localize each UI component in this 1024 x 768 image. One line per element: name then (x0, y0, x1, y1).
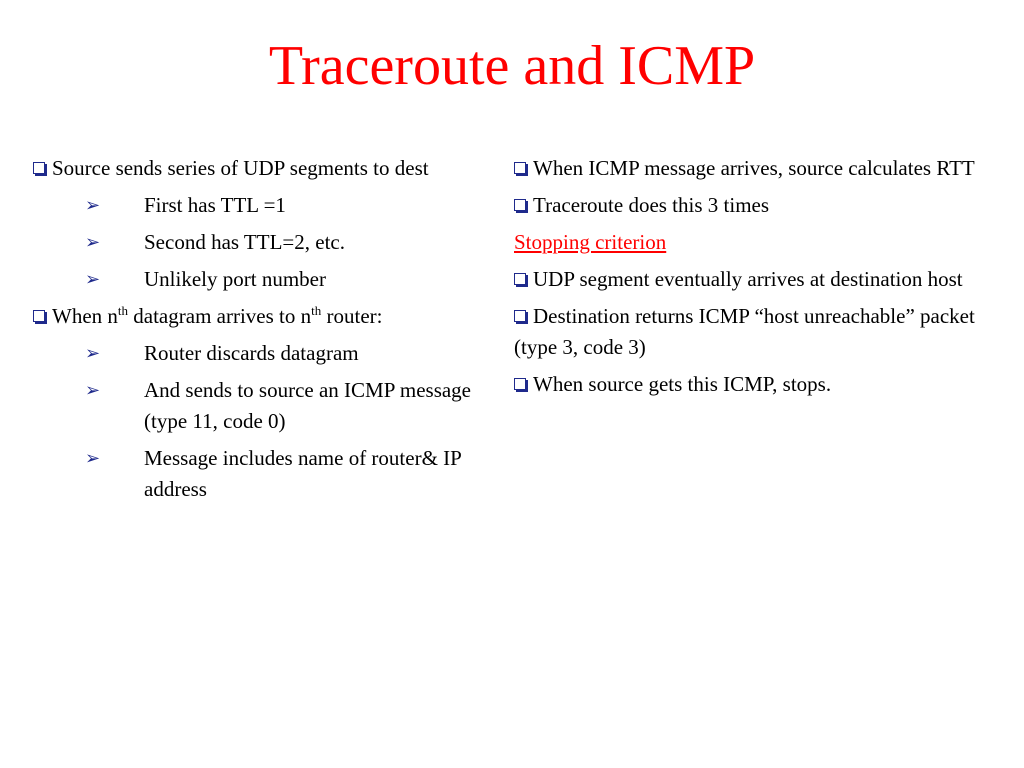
checkbox-bullet-icon (33, 162, 45, 174)
arrow-bullet-icon: ➢ (85, 232, 101, 253)
superscript-th: th (117, 303, 129, 318)
bullet-host-unreachable (514, 301, 994, 363)
bullet-text: Source sends series of UDP segments to dest (52, 156, 429, 180)
bullet-text-part: datagram arrives to n (128, 304, 312, 328)
sub-bullet-router-name (33, 443, 513, 505)
bullet-three-times (514, 190, 994, 221)
sub-bullet-text: Second has TTL=2, etc. (144, 230, 345, 254)
sub-bullet-text: Message includes name of router& IP address (144, 446, 462, 501)
sub-bullet-ttl2 (33, 227, 513, 258)
arrow-bullet-icon: ➢ (85, 380, 101, 401)
bullet-text-part: router: (321, 304, 383, 328)
arrow-bullet-icon: ➢ (85, 343, 101, 364)
sub-bullet-text: Router discards datagram (144, 341, 359, 365)
bullet-text-part: When n (52, 304, 118, 328)
bullet-nth-datagram (33, 301, 513, 332)
checkbox-bullet-icon (514, 378, 526, 390)
sub-bullet-ttl1 (33, 190, 513, 221)
right-column (514, 153, 994, 406)
bullet-text: Traceroute does this 3 times (533, 193, 770, 217)
bullet-udp-arrives (514, 264, 994, 295)
checkbox-bullet-icon (514, 162, 526, 174)
bullet-text: UDP segment eventually arrives at destination host (533, 267, 963, 291)
stopping-criterion-heading: Stopping criterion (514, 230, 667, 254)
bullet-text: When ICMP message arrives, source calculates RTT (533, 156, 975, 180)
bullet-icmp-arrives (514, 153, 994, 184)
checkbox-bullet-icon (514, 199, 526, 211)
sub-bullet-text: First has TTL =1 (144, 193, 286, 217)
sub-bullet-text: And sends to source an ICMP message (type 11, code 0) (144, 378, 472, 433)
sub-bullet-icmp-message (33, 375, 513, 437)
arrow-bullet-icon: ➢ (85, 269, 101, 290)
checkbox-bullet-icon (514, 273, 526, 285)
left-column (33, 153, 513, 511)
bullet-text: Destination returns ICMP “host unreachable” packet (type 3, code 3) (514, 304, 975, 359)
bullet-source-sends (33, 153, 513, 184)
sub-bullet-text: Unlikely port number (144, 267, 326, 291)
arrow-bullet-icon: ➢ (85, 448, 101, 469)
checkbox-bullet-icon (33, 310, 45, 322)
bullet-source-stops (514, 369, 994, 400)
arrow-bullet-icon: ➢ (85, 195, 101, 216)
sub-bullet-port (33, 264, 513, 295)
checkbox-bullet-icon (514, 310, 526, 322)
superscript-th: th (311, 303, 322, 318)
slide-title: Traceroute and ICMP (268, 35, 756, 97)
bullet-text: When source gets this ICMP, stops. (533, 372, 832, 396)
sub-bullet-discards (33, 338, 513, 369)
